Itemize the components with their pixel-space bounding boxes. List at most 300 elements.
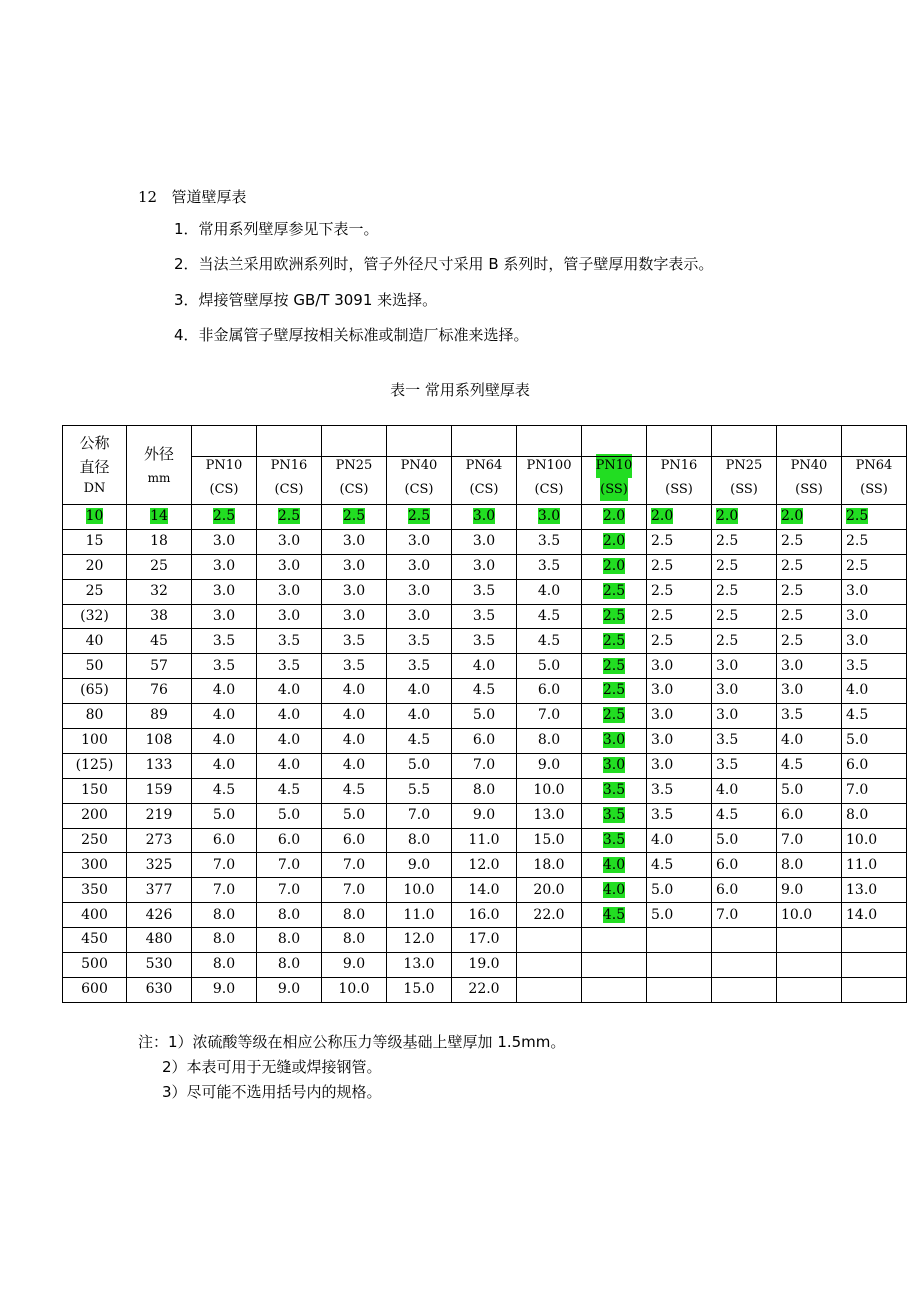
cell-dn: (65)	[63, 679, 127, 704]
table-row	[63, 505, 907, 530]
cell-thickness: 4.5	[517, 629, 582, 654]
cell-thickness: 22.0	[517, 903, 582, 928]
cell-thickness: 5.0	[387, 753, 452, 778]
cell-thickness: 4.0	[192, 729, 257, 754]
cell-thickness: 5.0	[452, 704, 517, 729]
cell-thickness: 6.0	[777, 803, 842, 828]
cell-od: 133	[127, 753, 192, 778]
cell-thickness: 3.5	[647, 803, 712, 828]
cell-thickness: 3.0	[257, 554, 322, 579]
header-od: 外径 mm	[127, 426, 192, 505]
cell-thickness: 7.0	[777, 828, 842, 853]
cell-dn: 250	[63, 828, 127, 853]
cell-thickness: 7.0	[322, 878, 387, 903]
cell-thickness: 7.0	[257, 878, 322, 903]
cell-thickness: 8.0	[322, 928, 387, 953]
cell-thickness: 6.0	[712, 853, 777, 878]
cell-thickness: 4.0	[582, 878, 647, 903]
note-line: 2）本表可用于无缝或焊接钢管。	[162, 1058, 382, 1076]
list-item: 4．非金属管子壁厚按相关标准或制造厂标准来选择。	[174, 326, 529, 344]
cell-thickness: 8.0	[192, 928, 257, 953]
cell-thickness: 7.0	[192, 853, 257, 878]
cell-thickness: 3.5	[452, 579, 517, 604]
cell-thickness: 15.0	[387, 977, 452, 1002]
table-row	[63, 554, 907, 579]
cell-thickness: 3.5	[582, 778, 647, 803]
cell-thickness: 3.5	[257, 629, 322, 654]
cell-thickness: 5.0	[257, 803, 322, 828]
cell-thickness: 3.0	[842, 629, 907, 654]
cell-thickness: 3.5	[517, 529, 582, 554]
cell-thickness: 2.5	[582, 679, 647, 704]
cell-thickness: 14.0	[452, 878, 517, 903]
header-pn: PN16 (CS)	[257, 426, 322, 505]
cell-thickness: 3.0	[517, 505, 582, 530]
cell-thickness: 8.0	[387, 828, 452, 853]
cell-thickness: 4.0	[582, 853, 647, 878]
cell-thickness: 7.0	[257, 853, 322, 878]
cell-thickness: 5.0	[712, 828, 777, 853]
cell-thickness: 10.0	[842, 828, 907, 853]
list-item: 2．当法兰采用欧洲系列时，管子外径尺寸采用 B 系列时，管子壁厚用数字表示。	[174, 255, 714, 273]
header-pn: PN10 (CS)	[192, 426, 257, 505]
cell-thickness: 9.0	[777, 878, 842, 903]
cell-thickness: 8.0	[192, 903, 257, 928]
cell-od: 426	[127, 903, 192, 928]
cell-thickness: 3.5	[647, 778, 712, 803]
cell-thickness: 11.0	[387, 903, 452, 928]
cell-thickness: 4.0	[647, 828, 712, 853]
cell-thickness: 18.0	[517, 853, 582, 878]
cell-thickness: 2.5	[192, 505, 257, 530]
header-dn: 公称 直径 DN	[63, 426, 127, 505]
cell-thickness: 3.5	[712, 729, 777, 754]
list-item-text: 常用系列壁厚参见下表一。	[198, 220, 379, 238]
header-pn: PN10 (SS)	[582, 426, 647, 505]
cell-od: 480	[127, 928, 192, 953]
table-row	[63, 803, 907, 828]
cell-thickness: 7.0	[192, 878, 257, 903]
cell-thickness: 4.0	[322, 704, 387, 729]
table-header-row	[63, 426, 907, 505]
cell-thickness: 12.0	[387, 928, 452, 953]
cell-thickness: 2.0	[582, 529, 647, 554]
cell-thickness	[842, 977, 907, 1002]
cell-thickness: 2.5	[582, 654, 647, 679]
cell-thickness: 2.0	[777, 505, 842, 530]
cell-thickness: 9.0	[387, 853, 452, 878]
table-row	[63, 903, 907, 928]
cell-thickness: 2.5	[582, 579, 647, 604]
cell-thickness	[842, 953, 907, 978]
table-row	[63, 729, 907, 754]
cell-thickness: 3.0	[842, 579, 907, 604]
cell-thickness: 12.0	[452, 853, 517, 878]
wall-thickness-table	[62, 425, 907, 1003]
cell-thickness: 4.0	[387, 704, 452, 729]
cell-od: 89	[127, 704, 192, 729]
cell-thickness: 4.0	[192, 679, 257, 704]
cell-thickness: 5.0	[842, 729, 907, 754]
cell-thickness: 4.0	[322, 679, 387, 704]
cell-thickness	[582, 928, 647, 953]
cell-thickness: 3.5	[257, 654, 322, 679]
cell-thickness: 2.5	[777, 554, 842, 579]
cell-thickness	[517, 977, 582, 1002]
cell-od: 25	[127, 554, 192, 579]
table-row	[63, 679, 907, 704]
cell-thickness: 4.0	[257, 753, 322, 778]
cell-thickness: 3.0	[712, 679, 777, 704]
cell-thickness: 7.0	[842, 778, 907, 803]
cell-thickness: 3.0	[387, 554, 452, 579]
cell-thickness: 3.0	[777, 679, 842, 704]
cell-dn: 80	[63, 704, 127, 729]
cell-dn: 50	[63, 654, 127, 679]
cell-thickness: 3.0	[387, 529, 452, 554]
table-row	[63, 853, 907, 878]
cell-thickness: 6.0	[712, 878, 777, 903]
cell-thickness: 3.0	[387, 579, 452, 604]
cell-thickness: 4.5	[322, 778, 387, 803]
table-caption: 表一 常用系列壁厚表	[390, 381, 530, 399]
cell-thickness: 3.0	[192, 604, 257, 629]
cell-thickness: 2.5	[712, 579, 777, 604]
cell-thickness: 3.5	[322, 654, 387, 679]
cell-thickness: 2.5	[647, 529, 712, 554]
cell-thickness: 2.0	[582, 505, 647, 530]
cell-thickness: 2.5	[582, 604, 647, 629]
cell-thickness	[842, 928, 907, 953]
cell-thickness: 20.0	[517, 878, 582, 903]
cell-dn: 600	[63, 977, 127, 1002]
section-number: 12	[138, 188, 158, 206]
cell-thickness: 2.5	[322, 505, 387, 530]
table-row	[63, 704, 907, 729]
cell-thickness: 3.0	[647, 679, 712, 704]
cell-thickness: 3.0	[842, 604, 907, 629]
cell-thickness	[517, 928, 582, 953]
cell-thickness: 3.0	[192, 579, 257, 604]
cell-thickness: 4.5	[452, 679, 517, 704]
cell-thickness	[777, 953, 842, 978]
cell-thickness: 4.0	[257, 679, 322, 704]
header-pn: PN25 (SS)	[712, 426, 777, 505]
cell-dn: (32)	[63, 604, 127, 629]
cell-thickness: 2.5	[777, 529, 842, 554]
cell-thickness: 3.0	[712, 654, 777, 679]
cell-thickness: 5.0	[777, 778, 842, 803]
cell-od: 630	[127, 977, 192, 1002]
header-pn: PN16 (SS)	[647, 426, 712, 505]
cell-thickness: 2.5	[842, 554, 907, 579]
cell-thickness: 3.0	[452, 529, 517, 554]
table-row	[63, 629, 907, 654]
cell-thickness: 2.5	[647, 579, 712, 604]
cell-thickness: 3.5	[192, 629, 257, 654]
cell-thickness: 7.0	[387, 803, 452, 828]
cell-thickness: 2.5	[257, 505, 322, 530]
cell-thickness: 6.0	[842, 753, 907, 778]
cell-thickness: 2.5	[712, 529, 777, 554]
cell-thickness: 13.0	[517, 803, 582, 828]
cell-thickness: 11.0	[842, 853, 907, 878]
cell-thickness: 14.0	[842, 903, 907, 928]
cell-thickness: 3.5	[452, 629, 517, 654]
cell-thickness: 7.0	[322, 853, 387, 878]
cell-dn: 400	[63, 903, 127, 928]
cell-thickness: 2.5	[777, 604, 842, 629]
cell-thickness: 4.5	[842, 704, 907, 729]
cell-thickness: 2.5	[582, 629, 647, 654]
cell-thickness: 3.0	[192, 529, 257, 554]
cell-thickness: 3.5	[452, 604, 517, 629]
table-row	[63, 977, 907, 1002]
cell-od: 325	[127, 853, 192, 878]
cell-thickness: 8.0	[517, 729, 582, 754]
cell-od: 108	[127, 729, 192, 754]
cell-thickness: 3.5	[387, 654, 452, 679]
header-pn: PN64 (CS)	[452, 426, 517, 505]
cell-thickness	[712, 977, 777, 1002]
cell-thickness: 3.0	[322, 529, 387, 554]
note-line: 3）尽可能不选用括号内的规格。	[162, 1083, 382, 1101]
cell-od: 159	[127, 778, 192, 803]
cell-thickness: 3.5	[322, 629, 387, 654]
cell-thickness: 2.5	[842, 505, 907, 530]
cell-thickness: 6.0	[192, 828, 257, 853]
cell-thickness: 4.0	[712, 778, 777, 803]
cell-dn: 300	[63, 853, 127, 878]
cell-thickness: 3.0	[257, 529, 322, 554]
cell-thickness: 4.0	[842, 679, 907, 704]
cell-thickness: 2.5	[777, 579, 842, 604]
list-item: 1．常用系列壁厚参见下表一。	[174, 220, 379, 238]
list-item-text: 当法兰采用欧洲系列时，管子外径尺寸采用 B 系列时，管子壁厚用数字表示。	[198, 255, 714, 273]
table-row	[63, 604, 907, 629]
cell-thickness: 2.5	[842, 529, 907, 554]
cell-thickness: 3.5	[842, 654, 907, 679]
list-item-text: 焊接管壁厚按 GB/T 3091 来选择。	[198, 291, 438, 309]
list-item-text: 非金属管子壁厚按相关标准或制造厂标准来选择。	[198, 326, 529, 344]
cell-thickness: 5.0	[647, 903, 712, 928]
cell-thickness: 3.0	[647, 704, 712, 729]
cell-od: 530	[127, 953, 192, 978]
cell-thickness: 3.5	[712, 753, 777, 778]
cell-thickness: 3.0	[322, 554, 387, 579]
cell-thickness: 2.0	[647, 505, 712, 530]
cell-thickness: 3.5	[517, 554, 582, 579]
cell-thickness: 11.0	[452, 828, 517, 853]
cell-dn: 100	[63, 729, 127, 754]
cell-thickness: 3.0	[647, 729, 712, 754]
cell-thickness	[517, 953, 582, 978]
cell-od: 38	[127, 604, 192, 629]
cell-thickness: 3.0	[712, 704, 777, 729]
cell-thickness: 8.0	[777, 853, 842, 878]
cell-thickness: 4.0	[257, 704, 322, 729]
section-title: 管道壁厚表	[171, 188, 247, 206]
cell-thickness: 7.0	[712, 903, 777, 928]
cell-thickness: 3.0	[777, 654, 842, 679]
cell-thickness: 2.5	[712, 629, 777, 654]
cell-dn: 10	[63, 505, 127, 530]
cell-thickness: 8.0	[452, 778, 517, 803]
cell-thickness: 9.0	[452, 803, 517, 828]
cell-thickness: 13.0	[842, 878, 907, 903]
cell-dn: 500	[63, 953, 127, 978]
notes-prefix: 注：	[138, 1033, 169, 1051]
cell-thickness: 4.5	[647, 853, 712, 878]
header-pn: PN64 (SS)	[842, 426, 907, 505]
cell-od: 14	[127, 505, 192, 530]
cell-thickness: 2.5	[582, 704, 647, 729]
header-pn: PN25 (CS)	[322, 426, 387, 505]
cell-thickness: 2.5	[387, 505, 452, 530]
cell-thickness: 7.0	[452, 753, 517, 778]
cell-dn: 15	[63, 529, 127, 554]
cell-thickness: 6.0	[452, 729, 517, 754]
cell-thickness: 22.0	[452, 977, 517, 1002]
table-row	[63, 753, 907, 778]
cell-dn: 20	[63, 554, 127, 579]
cell-thickness: 2.5	[712, 554, 777, 579]
cell-dn: 450	[63, 928, 127, 953]
cell-thickness	[777, 928, 842, 953]
table-row	[63, 579, 907, 604]
cell-od: 32	[127, 579, 192, 604]
cell-od: 377	[127, 878, 192, 903]
cell-dn: 25	[63, 579, 127, 604]
cell-thickness: 8.0	[257, 953, 322, 978]
cell-thickness: 9.0	[322, 953, 387, 978]
table-row	[63, 654, 907, 679]
cell-thickness: 2.0	[582, 554, 647, 579]
cell-dn: 40	[63, 629, 127, 654]
cell-thickness	[647, 953, 712, 978]
cell-thickness	[777, 977, 842, 1002]
cell-thickness: 8.0	[842, 803, 907, 828]
list-item: 3．焊接管壁厚按 GB/T 3091 来选择。	[174, 291, 438, 309]
cell-thickness: 2.5	[647, 629, 712, 654]
cell-thickness	[582, 953, 647, 978]
cell-od: 57	[127, 654, 192, 679]
cell-thickness: 3.0	[582, 729, 647, 754]
table-row	[63, 778, 907, 803]
cell-thickness: 15.0	[517, 828, 582, 853]
cell-thickness: 4.0	[322, 753, 387, 778]
cell-thickness: 3.5	[777, 704, 842, 729]
cell-thickness	[712, 953, 777, 978]
cell-thickness: 3.0	[582, 753, 647, 778]
cell-thickness: 3.0	[257, 579, 322, 604]
cell-thickness: 4.0	[452, 654, 517, 679]
cell-thickness: 4.0	[257, 729, 322, 754]
cell-thickness: 4.0	[192, 753, 257, 778]
cell-thickness: 3.0	[452, 505, 517, 530]
table-row	[63, 953, 907, 978]
cell-thickness: 10.0	[387, 878, 452, 903]
note-line: 注：1）浓硫酸等级在相应公称压力等级基础上壁厚加 1.5mm。	[138, 1033, 566, 1051]
cell-od: 18	[127, 529, 192, 554]
table-row	[63, 878, 907, 903]
cell-thickness: 4.0	[517, 579, 582, 604]
cell-thickness: 8.0	[322, 903, 387, 928]
cell-od: 45	[127, 629, 192, 654]
cell-dn: 350	[63, 878, 127, 903]
cell-thickness: 3.5	[387, 629, 452, 654]
cell-thickness	[582, 977, 647, 1002]
cell-thickness: 5.5	[387, 778, 452, 803]
cell-thickness: 8.0	[257, 928, 322, 953]
cell-thickness: 3.0	[322, 579, 387, 604]
table-row	[63, 529, 907, 554]
cell-dn: 150	[63, 778, 127, 803]
cell-thickness: 16.0	[452, 903, 517, 928]
cell-thickness: 5.0	[192, 803, 257, 828]
cell-od: 273	[127, 828, 192, 853]
table-row	[63, 928, 907, 953]
cell-thickness: 8.0	[192, 953, 257, 978]
cell-thickness: 4.0	[322, 729, 387, 754]
cell-thickness: 3.5	[582, 828, 647, 853]
cell-dn: 200	[63, 803, 127, 828]
cell-thickness: 3.0	[257, 604, 322, 629]
cell-thickness: 10.0	[517, 778, 582, 803]
table-row	[63, 828, 907, 853]
section-heading	[138, 186, 246, 207]
cell-dn: (125)	[63, 753, 127, 778]
cell-thickness: 3.0	[387, 604, 452, 629]
cell-thickness: 5.0	[647, 878, 712, 903]
cell-thickness: 3.0	[647, 753, 712, 778]
header-pn: PN40 (CS)	[387, 426, 452, 505]
cell-thickness: 6.0	[257, 828, 322, 853]
cell-thickness: 3.5	[192, 654, 257, 679]
cell-thickness: 4.5	[387, 729, 452, 754]
cell-thickness: 2.5	[647, 554, 712, 579]
cell-thickness: 2.5	[712, 604, 777, 629]
cell-thickness: 13.0	[387, 953, 452, 978]
cell-thickness: 4.0	[192, 704, 257, 729]
cell-thickness: 2.5	[777, 629, 842, 654]
cell-thickness: 17.0	[452, 928, 517, 953]
header-pn: PN100 (CS)	[517, 426, 582, 505]
cell-od: 76	[127, 679, 192, 704]
cell-thickness: 4.5	[712, 803, 777, 828]
cell-thickness: 9.0	[192, 977, 257, 1002]
cell-thickness: 2.0	[712, 505, 777, 530]
cell-thickness: 5.0	[322, 803, 387, 828]
cell-thickness	[647, 977, 712, 1002]
cell-thickness: 4.0	[387, 679, 452, 704]
header-pn: PN40 (SS)	[777, 426, 842, 505]
cell-thickness: 2.5	[647, 604, 712, 629]
cell-thickness: 10.0	[777, 903, 842, 928]
cell-thickness: 3.0	[192, 554, 257, 579]
cell-thickness: 3.5	[582, 803, 647, 828]
cell-thickness: 4.5	[257, 778, 322, 803]
cell-thickness: 3.0	[647, 654, 712, 679]
cell-thickness: 9.0	[517, 753, 582, 778]
cell-od: 219	[127, 803, 192, 828]
cell-thickness	[647, 928, 712, 953]
cell-thickness: 3.0	[452, 554, 517, 579]
cell-thickness: 4.5	[192, 778, 257, 803]
cell-thickness: 6.0	[322, 828, 387, 853]
cell-thickness: 4.5	[582, 903, 647, 928]
cell-thickness: 8.0	[257, 903, 322, 928]
